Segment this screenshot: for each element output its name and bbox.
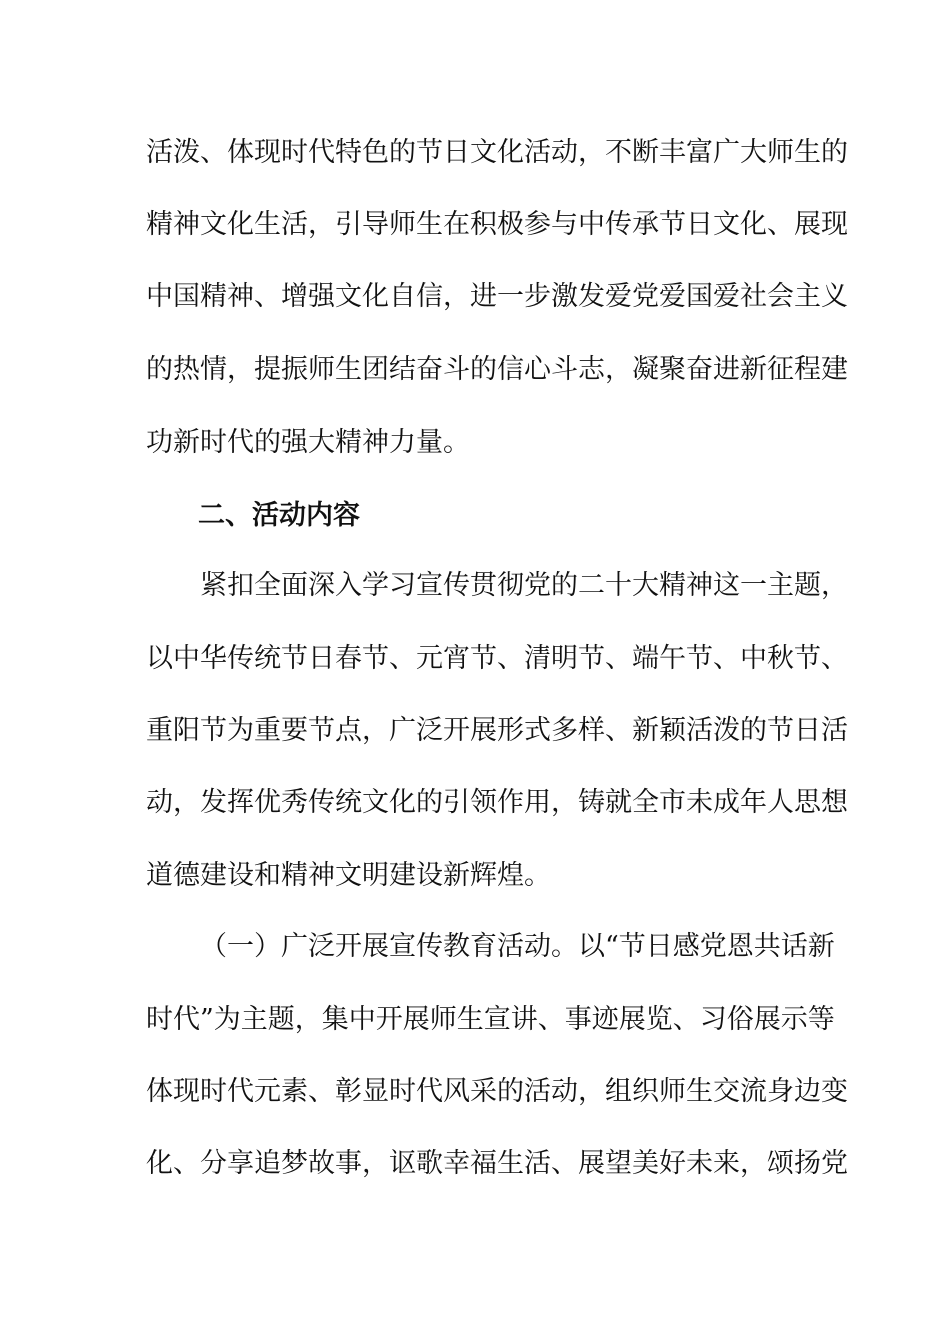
paragraph-3-line-3: 体现时代元素、彰显时代风采的活动，组织师生交流身边变 xyxy=(146,1076,848,1107)
paragraph-1-line-4: 的热情，提振师生团结奋斗的信心斗志，凝聚奋进新征程建 xyxy=(146,354,848,385)
paragraph-1-line-5: 功新时代的强大精神力量。 xyxy=(146,427,470,458)
paragraph-2-line-5: 道德建设和精神文明建设新辉煌。 xyxy=(146,860,551,891)
paragraph-2-line-1: 紧扣全面深入学习宣传贯彻党的二十大精神这一主题， xyxy=(200,570,848,601)
paragraph-3-line-4: 化、分享追梦故事，讴歌幸福生活、展望美好未来，颂扬党 xyxy=(146,1148,848,1179)
paragraph-1-line-2: 精神文化生活，引导师生在积极参与中传承节日文化、展现 xyxy=(146,209,848,240)
paragraph-2-line-4: 动，发挥优秀传统文化的引领作用，铸就全市未成年人思想 xyxy=(146,787,848,818)
paragraph-2-line-2: 以中华传统节日春节、元宵节、清明节、端午节、中秋节、 xyxy=(146,643,848,674)
section-heading: 二、活动内容 xyxy=(198,500,360,531)
paragraph-1-line-3: 中国精神、增强文化自信，进一步激发爱党爱国爱社会主义 xyxy=(146,281,848,312)
paragraph-3-line-2: 时代”为主题，集中开展师生宣讲、事迹展览、习俗展示等 xyxy=(146,1004,835,1035)
paragraph-1-line-1: 活泼、体现时代特色的节日文化活动，不断丰富广大师生的 xyxy=(146,137,848,168)
paragraph-2-line-3: 重阳节为重要节点，广泛开展形式多样、新颖活泼的节日活 xyxy=(146,715,848,746)
paragraph-3-line-1: （一）广泛开展宣传教育活动。以“节日感党恩共话新 xyxy=(200,931,835,962)
